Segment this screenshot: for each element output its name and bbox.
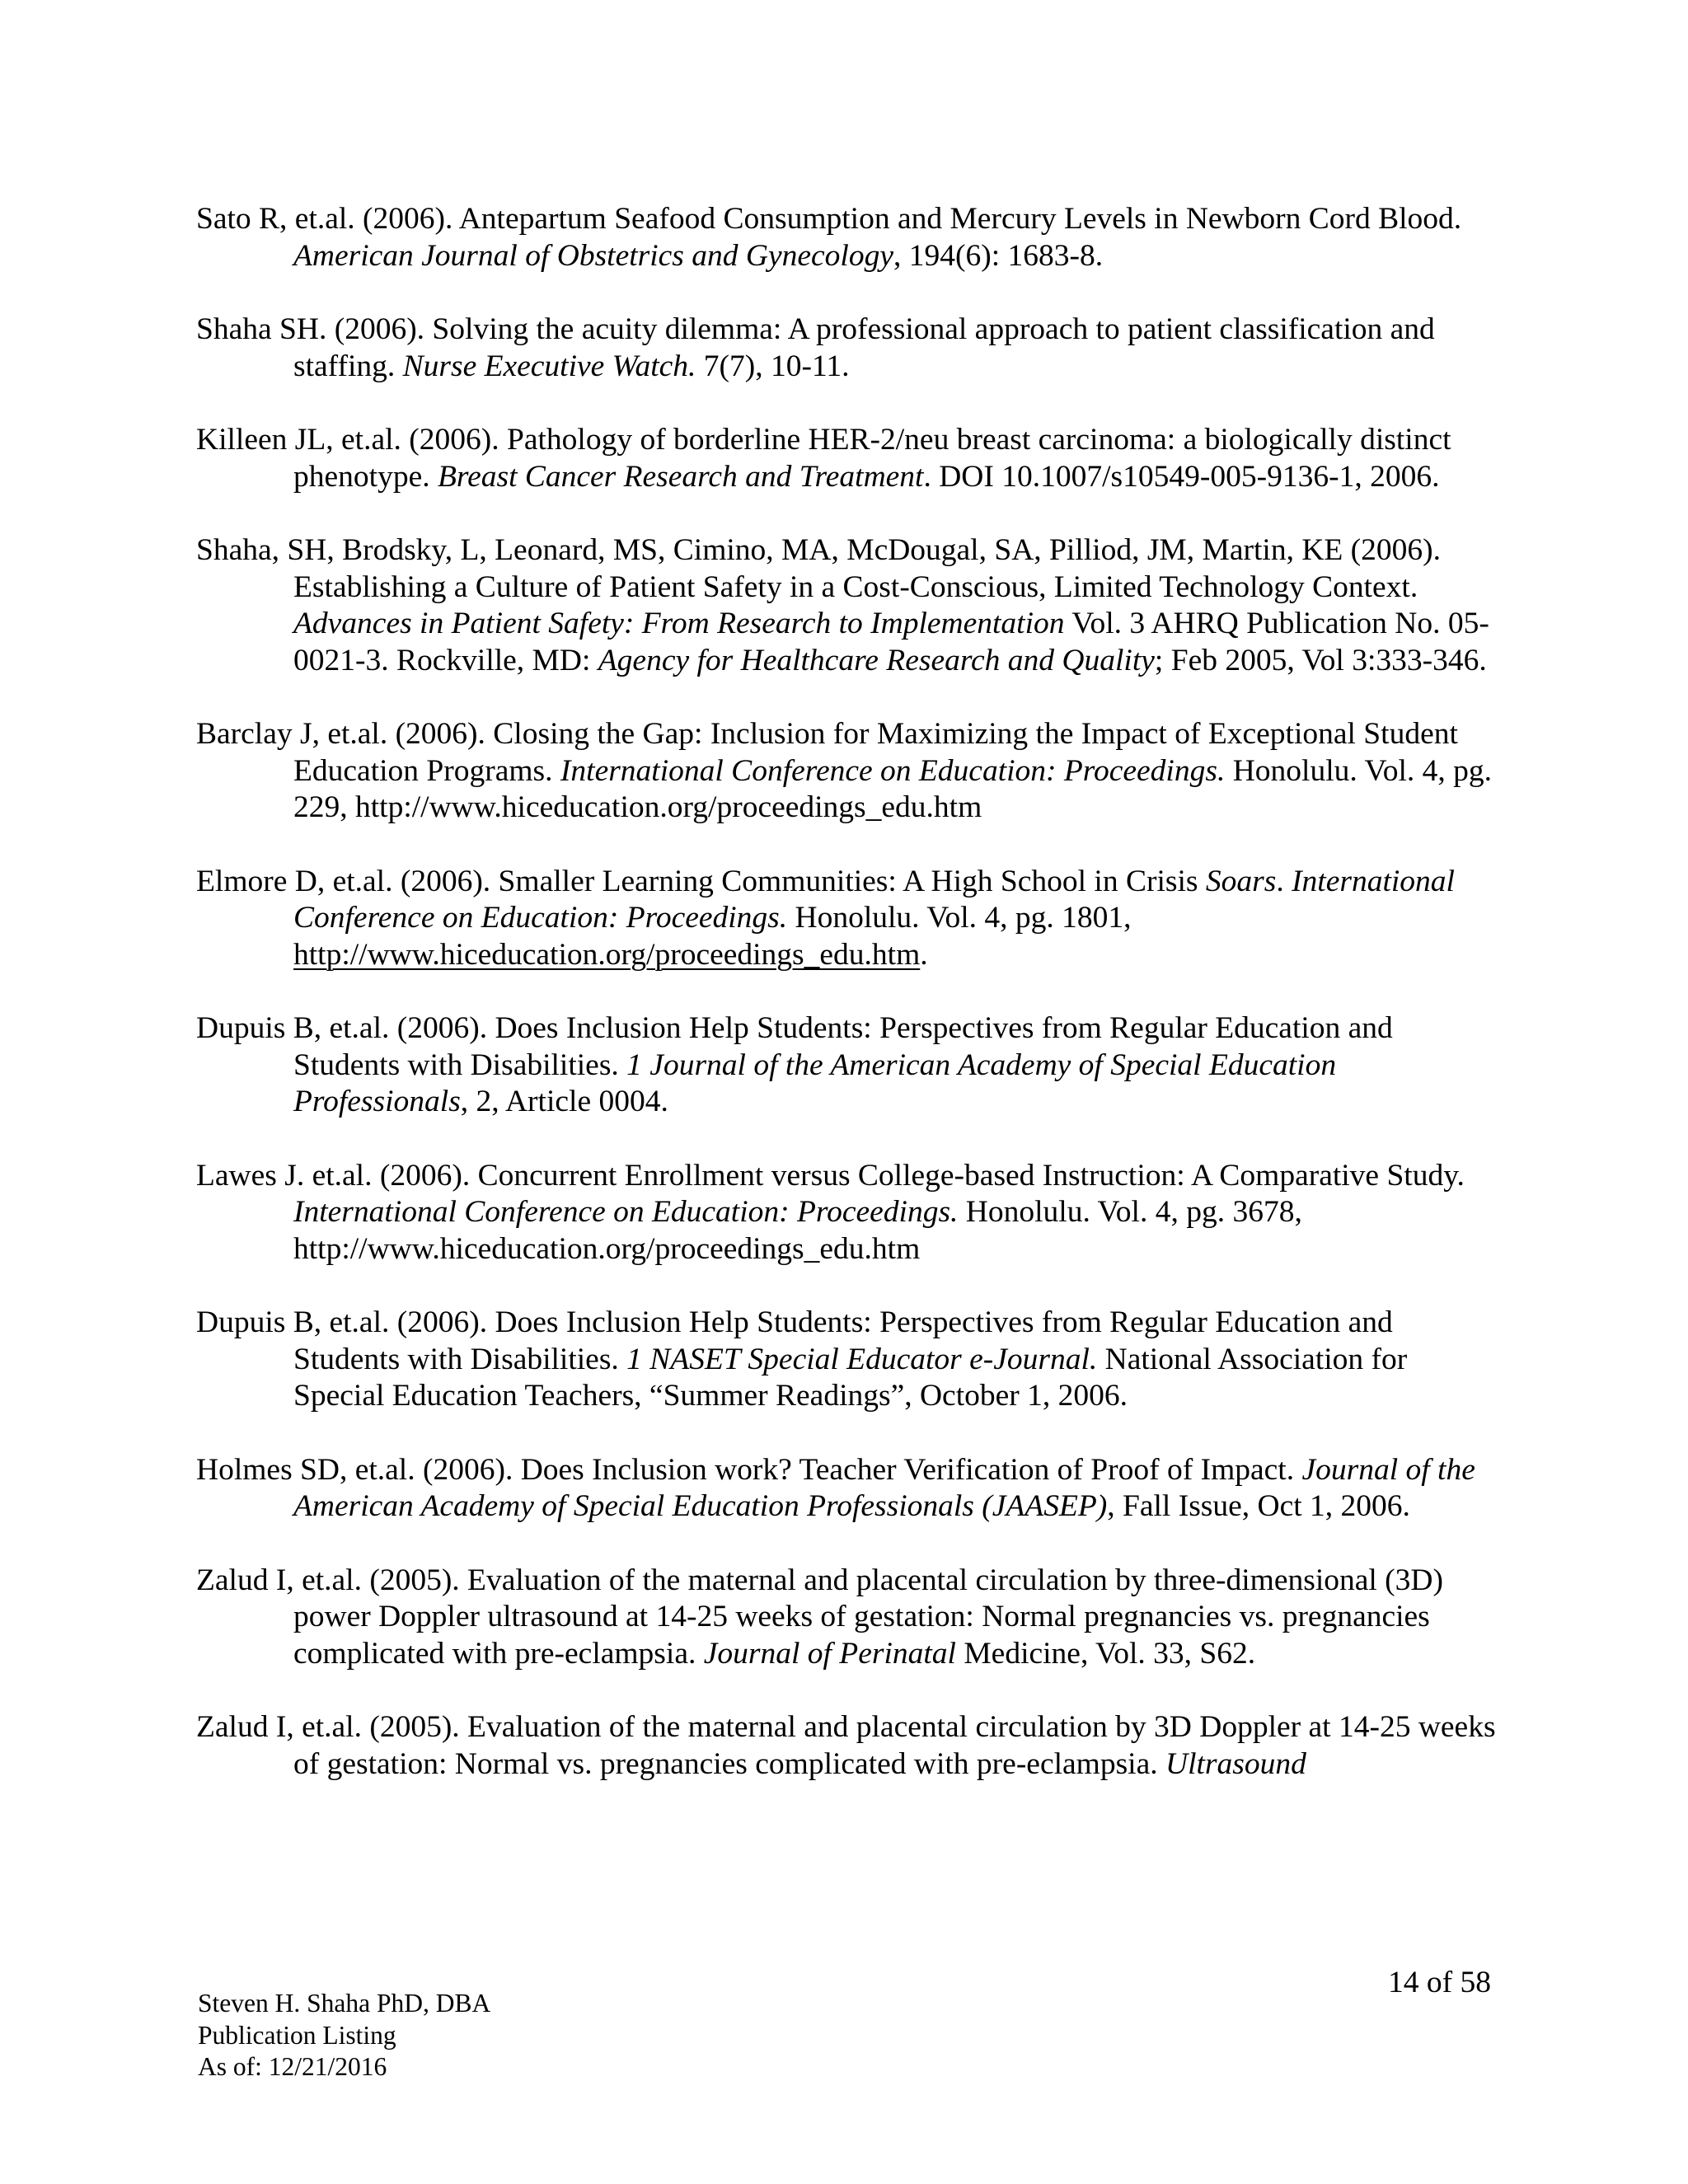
reference-text: Elmore D, et.al. (2006). Smaller Learning Communities: A High School in Crisis (196, 864, 1206, 898)
footer-title: Publication Listing (198, 2020, 396, 2050)
reference-text: , 194(6): 1683-8. (893, 238, 1104, 273)
reference-source-italic: Nurse Executive Watch. (402, 349, 696, 383)
footer-author: Steven H. Shaha PhD, DBA (198, 1989, 491, 2018)
reference-source-italic: Ultrasound (1165, 1746, 1306, 1781)
reference-entry (196, 1010, 1498, 1121)
reference-entry (196, 716, 1498, 827)
document-footer (198, 1988, 490, 2083)
reference-text: Barclay J, et.al. (2006). Closing the Gap: Inclusion for Maximizing the Impact of Exceptional Student Education Programs. (196, 717, 1458, 788)
reference-text: Zalud I, et.al. (2005). Evaluation of the maternal and placental circulation by three-dimensional (3D) power Doppler ultrasound at 14-25 weeks of gestation: Normal pregnancies vs. pregnancies complicated with pre-eclampsia. (196, 1563, 1443, 1671)
reference-text: Killeen JL, et.al. (2006). Pathology of borderline HER-2/neu breast carcinoma: a biologically distinct phenotype. (196, 423, 1451, 494)
reference-entry (196, 422, 1498, 495)
reference-text: Dupuis B, et.al. (2006). Does Inclusion Help Students: Perspectives from Regular Education and Students with Disabilities. (196, 1011, 1393, 1082)
reference-text: Honolulu. Vol. 4, pg. 1801, (787, 901, 1132, 935)
reference-text: National Association for Special Education Teachers, “Summer Readings”, October 1, 2006. (293, 1342, 1408, 1413)
reference-text: Zalud I, et.al. (2005). Evaluation of the maternal and placental circulation by 3D Doppler at 14-25 weeks of gestation: Normal vs. pregnancies complicated with pre-eclampsia. (196, 1710, 1496, 1781)
reference-source-italic: International Conference on Education: Proceedings. (560, 753, 1226, 788)
reference-entry (196, 1452, 1498, 1526)
reference-source-italic: 1 NASET Special Educator e-Journal. (626, 1342, 1098, 1376)
reference-text: . DOI 10.1007/s10549-005-9136-1, 2006. (923, 459, 1440, 494)
reference-entry (196, 864, 1498, 974)
reference-link[interactable]: http://www.hiceducation.org/proceedings_edu.htm (293, 937, 921, 972)
reference-text: , Fall Issue, Oct 1, 2006. (1107, 1489, 1410, 1523)
reference-source-italic: 1 Journal of the American Academy of Special Education Professionals (293, 1047, 1337, 1118)
reference-list (196, 201, 1498, 1783)
reference-text: 7(7), 10-11. (696, 349, 850, 383)
reference-text: Honolulu. Vol. 4, pg. 3678, http://www.hiceducation.org/proceedings_edu.htm (293, 1195, 1302, 1266)
reference-source-italic: Journal of the American Academy of Special Education Professionals (JAASEP) (293, 1452, 1475, 1523)
reference-source-italic: International Conference on Education: Proceedings. (293, 1195, 959, 1229)
reference-text: , 2, Article 0004. (460, 1085, 668, 1118)
reference-text: Holmes SD, et.al. (2006). Does Inclusion work? Teacher Verification of Proof of Impact. (196, 1452, 1302, 1487)
reference-text: Lawes J. et.al. (2006). Concurrent Enrollment versus College-based Instruction: A Comparative Study. (196, 1158, 1465, 1193)
reference-source-italic: Advances in Patient Safety: From Research to Implementation (293, 607, 1065, 640)
reference-text: ; Feb 2005, Vol 3:333-346. (1154, 643, 1487, 677)
reference-entry (196, 201, 1498, 274)
reference-source-italic: Journal of Perinatal (703, 1636, 956, 1671)
reference-text: Medicine, Vol. 33, S62. (955, 1636, 1256, 1671)
reference-text: . (1276, 864, 1292, 898)
reference-text: Honolulu. Vol. 4, pg. 229, http://www.hiceducation.org/proceedings_edu.htm (293, 753, 1492, 824)
reference-source-italic: International Conference on Education: Proceedings. (293, 864, 1455, 935)
reference-text: Sato R, et.al. (2006). Antepartum Seafood Consumption and Mercury Levels in Newborn Cord Blood. (196, 202, 1462, 236)
reference-entry (196, 532, 1498, 679)
page-number: 14 of 58 (1388, 1966, 1491, 1999)
reference-text: Shaha SH. (2006). Solving the acuity dilemma: A professional approach to patient classification and staffing. (196, 312, 1435, 383)
reference-text: . (920, 937, 928, 972)
reference-text: Vol. 3 AHRQ Publication No. 05-0021-3. Rockville, MD: (293, 607, 1489, 677)
reference-entry (196, 1158, 1498, 1268)
reference-text: Shaha, SH, Brodsky, L, Leonard, MS, Cimino, MA, McDougal, SA, Pilliod, JM, Martin, KE (2006). Establishing a Culture of Patient Safety in a Cost-Conscious, Limited Technology Context. (196, 533, 1442, 604)
reference-entry (196, 1709, 1498, 1783)
footer-date: As of: 12/21/2016 (198, 2052, 387, 2081)
reference-entry (196, 1563, 1498, 1673)
reference-source-italic: American Journal of Obstetrics and Gynecology (293, 238, 893, 273)
reference-source-italic: Breast Cancer Research and Treatment (437, 459, 924, 494)
reference-entry (196, 1305, 1498, 1415)
reference-text: Dupuis B, et.al. (2006). Does Inclusion Help Students: Perspectives from Regular Education and Students with Disabilities. (196, 1305, 1393, 1376)
reference-source-italic: Soars (1205, 864, 1277, 898)
reference-source-italic: Agency for Healthcare Research and Quality (598, 643, 1155, 677)
reference-entry (196, 312, 1498, 385)
